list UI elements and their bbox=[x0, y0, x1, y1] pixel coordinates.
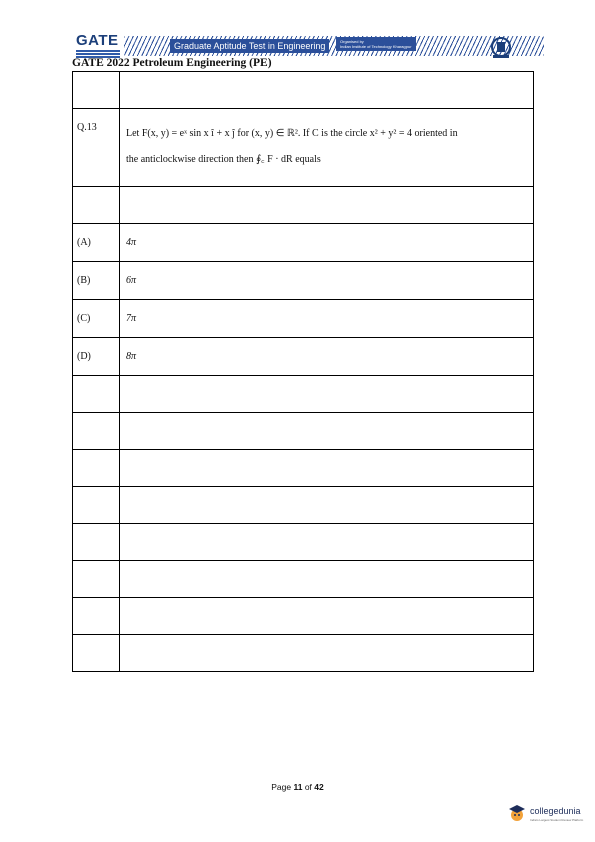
document-title: GATE 2022 Petroleum Engineering (PE) bbox=[72, 57, 272, 69]
iit-emblem-icon bbox=[488, 36, 514, 65]
option-label: (C) bbox=[77, 313, 91, 324]
page-of: of bbox=[304, 782, 312, 792]
table-row bbox=[73, 487, 534, 524]
table-row bbox=[73, 561, 534, 598]
option-value: 4π bbox=[126, 237, 137, 248]
page-header bbox=[72, 32, 530, 60]
option-label: (A) bbox=[77, 237, 91, 248]
question-table bbox=[72, 71, 534, 672]
banner-organizer bbox=[336, 37, 416, 51]
option-value: 6π bbox=[126, 275, 137, 286]
option-label: (B) bbox=[77, 275, 91, 286]
question-text bbox=[126, 121, 533, 173]
question-row bbox=[73, 109, 534, 187]
banner-title: Graduate Aptitude Test in Engineering bbox=[170, 39, 329, 53]
gate-logo bbox=[76, 32, 122, 60]
table-row bbox=[73, 598, 534, 635]
table-row bbox=[73, 413, 534, 450]
table-row bbox=[73, 524, 534, 561]
table-row bbox=[73, 376, 534, 413]
page-number: 11 bbox=[293, 782, 303, 792]
option-row-c bbox=[73, 300, 534, 338]
gate-logo-text: GATE bbox=[76, 32, 119, 49]
option-value: 7π bbox=[126, 313, 137, 324]
table-row bbox=[73, 635, 534, 672]
organized-by-label: Organised by bbox=[340, 39, 364, 44]
question-number: Q.13 bbox=[77, 122, 97, 133]
page-total: 42 bbox=[314, 782, 324, 792]
option-value: 8π bbox=[126, 351, 137, 362]
collegedunia-logo bbox=[508, 802, 592, 830]
option-row-b bbox=[73, 262, 534, 300]
option-label: (D) bbox=[77, 351, 91, 362]
table-row bbox=[73, 72, 534, 109]
header-banner bbox=[124, 36, 544, 56]
table-row bbox=[73, 187, 534, 224]
question-line-2: the anticlockwise direction then ∮꜀ F · dR equals bbox=[126, 154, 321, 165]
brand-tagline: India's Largest Student Review Platform bbox=[530, 818, 584, 822]
option-row-a bbox=[73, 224, 534, 262]
question-line-1: Let F(x, y) = eˣ sin x î + x ĵ for (x, y) ∈ ℝ². If C is the circle x² + y² = 4 oriented in bbox=[126, 128, 458, 139]
option-row-d bbox=[73, 338, 534, 376]
table-row bbox=[73, 450, 534, 487]
brand-name: collegedunia bbox=[530, 806, 581, 816]
organizer-name: Indian Institute of Technology Kharagpur bbox=[340, 44, 412, 49]
page-prefix: Page bbox=[271, 782, 292, 792]
page-footer bbox=[0, 782, 595, 792]
graduate-cap-icon bbox=[508, 804, 526, 822]
